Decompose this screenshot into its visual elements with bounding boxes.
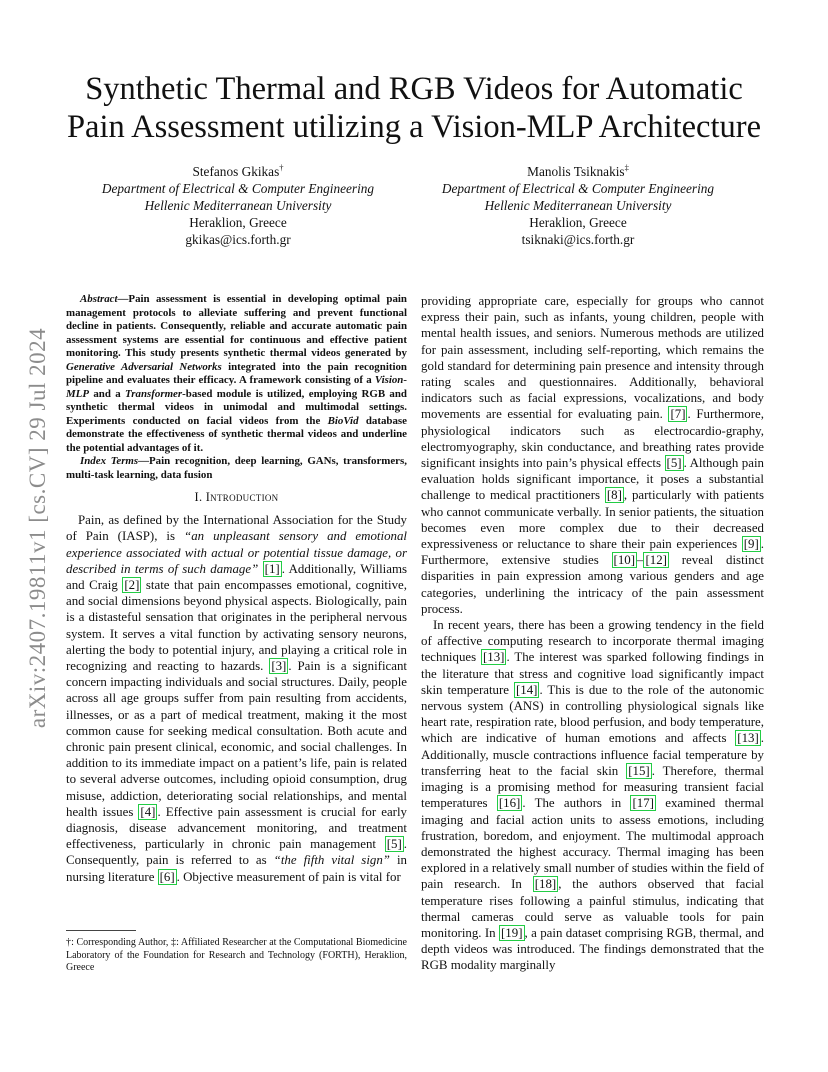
body-paragraph: In recent years, there has been a growing tendency in the field of affective computing research to incorporate thermal imaging techniques [13] . The interest was sparked following findings in the literature that stress and cognitive load significantly impact skin temperature [14] . This is due to the role of the autonomic nervous system (ANS) in controlling physiological signals like heart rate, respiration rate, blood perfusion, and body temperature, which are indicative of human emotions and affects [13] . Additionally, muscle contractions influence facial temperature by transferring heat to the facial skin [15] . Therefore, thermal imaging is a promising method for measuring transient facial temperatures [16] . The authors in [17] examined thermal imaging and facial action units to assess emotions, including frustration, boredom, and enjoyment. The multimodal approach demonstrated the highest accuracy. Thermal imaging has been explored in a relatively small number of studies within the field of pain research. In [18] , the authors observed that facial temperature rises following a painful stimulus, indicating that thermal cameras could serve as valuable tools for pain monitoring. In [19] , a pain dataset comprising RGB, thermal, and depth videos was introduced. The findings demonstrated that the RGB modality marginally — [421, 618, 765, 973]
author-block-2 — [408, 163, 748, 248]
citation-link[interactable]: [13] — [482, 650, 505, 665]
author-city: Heraklion, Greece — [529, 215, 627, 230]
footnote-rule — [66, 930, 136, 931]
author-name: Stefanos Gkikas† — [192, 162, 284, 179]
citation-link[interactable]: [6] — [159, 869, 175, 884]
citation-link[interactable]: [5] — [386, 837, 402, 852]
citation-link[interactable]: [3] — [271, 659, 287, 674]
citation-link[interactable]: [7] — [670, 407, 686, 422]
citation-link[interactable]: [2] — [124, 578, 140, 593]
citation-link[interactable]: [5] — [666, 456, 682, 471]
title-line-1: Synthetic Thermal and RGB Videos for Automatic — [85, 71, 743, 107]
citation-link[interactable]: [1] — [264, 561, 280, 576]
citation-link[interactable]: [19] — [501, 925, 523, 940]
citation-link[interactable]: [10] — [613, 553, 636, 568]
index-terms: Index Terms—Pain recognition, deep learning, GANs, transformers, multi-task learning, data fusion — [66, 455, 407, 481]
author-email: gkikas@ics.forth.gr — [185, 232, 291, 247]
section-heading-introduction: I. Introduction — [194, 490, 279, 504]
author-university: Hellenic Mediterranean University — [484, 198, 672, 213]
citation-link[interactable]: [15] — [628, 763, 650, 778]
author-city: Heraklion, Greece — [189, 215, 287, 230]
author-block-1 — [68, 163, 408, 248]
arxiv-identifier — [18, 298, 58, 758]
citation-link[interactable]: [18] — [534, 877, 557, 892]
author-department: Department of Electrical & Computer Engineering — [441, 181, 715, 196]
citation-link[interactable]: [17] — [632, 796, 654, 811]
title-line-2: Pain Assessment utilizing a Vision-MLP Architecture — [66, 109, 762, 145]
citation-link[interactable]: [12] — [645, 553, 667, 568]
author-name: Manolis Tsiknakis‡ — [527, 162, 629, 179]
body-paragraph: providing appropriate care, especially for groups who cannot express their pain, such as infants, young children, people with mental health issues, and seniors. Numerous methods are utilized for pain assessment, including self-reporting, which remains the gold standard for determining pain presence and intensity through rating scales and questionnaires. Additionally, behavioral indicators such as facial expressions, vocalizations, and body movements are essential for evaluating pain. [7] . Furthermore, physiological indicators such as electrocardio-graphy, electromyography, skin conductance, and breathing rates provide significant insights into pain’s physical effects [5] . Although pain evaluation holds significant importance, it poses a substantial challenge to medical practitioners [8] , particularly with patients who cannot communicate verbally. In senior patients, the situation becomes even more complex due to their decreased expressiveness or reluctance to share their pain experiences [9] . Furthermore, extensive studies [10] – [12] reveal distinct disparities in pain expression among various genders and age categories, underlining the intricacy of the pain assessment process. — [421, 294, 764, 616]
citation-link[interactable]: [14] — [515, 682, 538, 697]
paper-title — [40, 70, 788, 146]
footnote: †: Corresponding Author, ‡: Affiliated Researcher at the Computational Biomedicine Laboratory of the Foundation for Research and Technology (FORTH), Heraklion, Greece — [66, 937, 407, 974]
author-email: tsiknaki@ics.forth.gr — [521, 232, 635, 247]
citation-link[interactable]: [16] — [498, 796, 521, 811]
abstract: Abstract—Pain assessment is essential in developing optimal pain management protocols to alleviate suffering and prevent functional decline in patients. Consequently, reliable and accurate automatic pain assessment systems are essential for continuous and effective patient monitoring. This study presents synthetic thermal videos generated by Generative Adversarial Networks integrated into the pain recognition pipeline and evaluates their efficacy. A framework consisting of a Vision-MLP and a Transformer-based module is utilized, employing RGB and synthetic thermal videos in unimodal and multimodal settings. Experiments conducted on facial videos from the BioVid database demonstrate the effectiveness of synthetic thermal videos and underline the potential advantages of it. — [66, 293, 407, 454]
citation-link[interactable]: [8] — [606, 488, 622, 503]
intro-paragraph: Pain, as defined by the International Association for the Study of Pain (IASP), is “an unpleasant sensory and emotional experience associated with actual or potential tissue damage, or described in terms of such damage” [1] . Additionally, Williams and Craig [2] state that pain encompasses emotional, cognitive, and social dimensions beyond physical aspects. Biologically, pain is a distasteful sensation that originates in the peripheral nervous system. It serves a vital function by activating sensory neurons, alerting the body to potential injury, and playing a critical role in recognizing and reacting to hazards. [3] . Pain is a significant concern impacting individuals and social structures. Daily, people across all age groups suffer from pain resulting from accidents, illnesses, or as a part of medical treatment, making it the most common cause for seeking medical consultation. Both acute and chronic pain present clinical, economic, and social challenges. In addition to its immediate impact on a patient’s life, pain is related to several adverse outcomes, including opioid consumption, drug misuse, addiction, deteriorating social relationships, and mental health issues [4] . Effective pain assessment is crucial for early diagnosis, disease advancement monitoring, and treatment effectiveness, particularly in chronic pain management [5] . Consequently, pain is referred to as “the fifth vital sign” in nursing literature [6] . Objective measurement of pain is vital for — [66, 513, 408, 884]
right-column — [421, 293, 764, 974]
author-department: Department of Electrical & Computer Engineering — [101, 181, 375, 196]
author-university: Hellenic Mediterranean University — [144, 198, 332, 213]
citation-link[interactable]: [9] — [743, 537, 759, 552]
left-column — [66, 293, 407, 885]
arxiv-identifier-text: arXiv:2407.19811v1 [cs.CV] 29 Jul 2024 — [25, 327, 50, 729]
citation-link[interactable]: [13] — [737, 731, 759, 746]
citation-link[interactable]: [4] — [140, 804, 156, 819]
